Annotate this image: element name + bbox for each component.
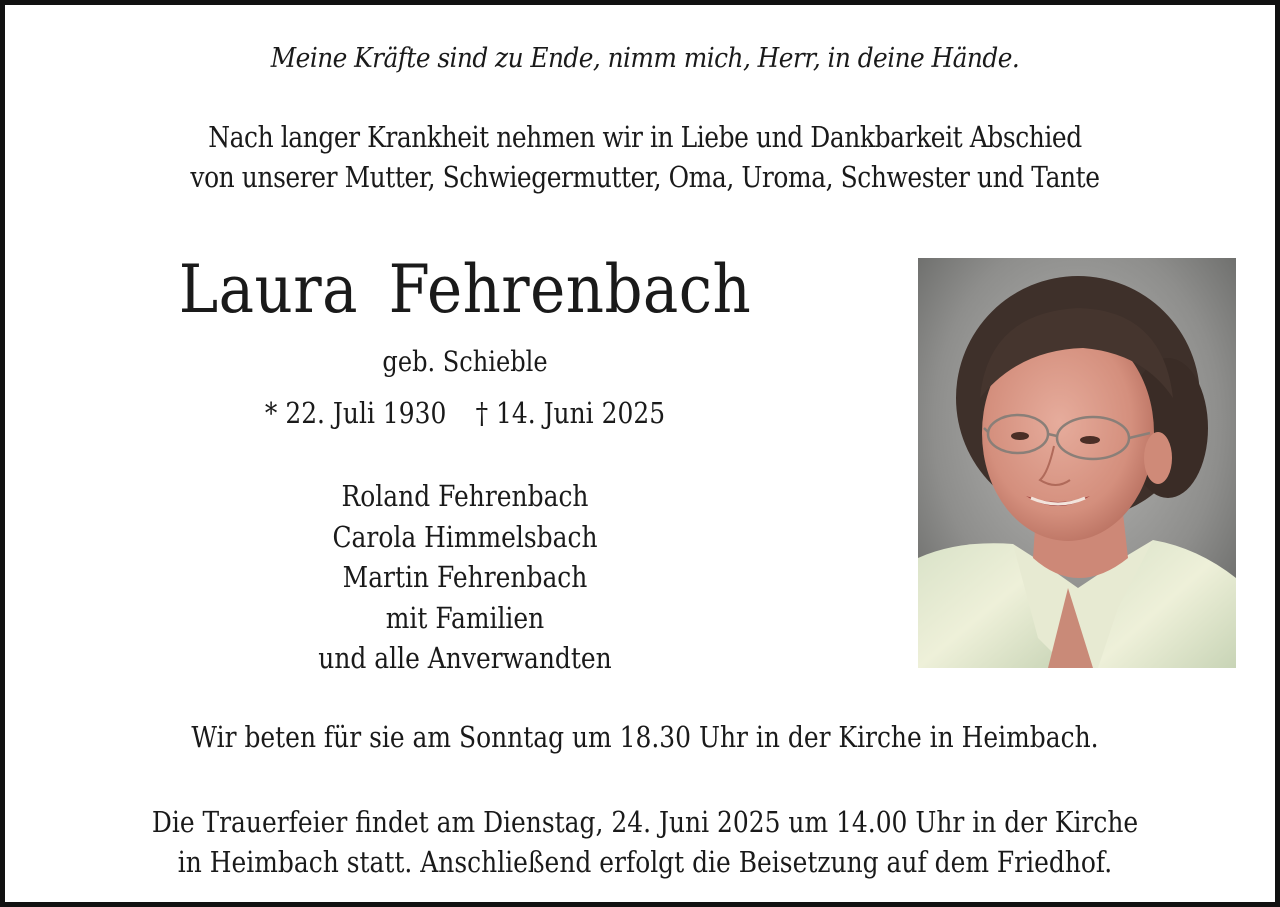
life-dates bbox=[155, 395, 774, 431]
birth-date: * 22. Juli 1930 bbox=[264, 396, 447, 430]
intro-line: Nach langer Krankheit nehmen wir in Liebe und Dankbarkeit Abschied bbox=[208, 120, 1082, 154]
death-date: † 14. Juni 2025 bbox=[475, 396, 666, 430]
deceased-first-name: Laura bbox=[178, 251, 358, 328]
deceased-last-name: Fehrenbach bbox=[388, 251, 752, 328]
mourner-line: Carola Himmelsbach bbox=[332, 519, 598, 554]
portrait-photo bbox=[918, 258, 1236, 668]
motto-verse: Meine Kräfte sind zu Ende, nimm mich, Herr, in deine Hände. bbox=[270, 43, 1020, 74]
deceased-details bbox=[105, 250, 825, 679]
intro-text bbox=[95, 117, 1196, 197]
funeral-line: Die Trauerfeier findet am Dienstag, 24. Juni 2025 um 14.00 Uhr in der Kirche bbox=[151, 805, 1139, 839]
mourner-line: Roland Fehrenbach bbox=[341, 479, 589, 513]
funeral-line: in Heimbach statt. Anschließend erfolgt die Beisetzung auf dem Friedhof. bbox=[177, 845, 1113, 879]
mourner-line: mit Familien bbox=[385, 600, 545, 635]
mourner-line: Martin Fehrenbach bbox=[342, 560, 588, 594]
deceased-name bbox=[141, 250, 789, 330]
intro-line: von unserer Mutter, Schwiegermutter, Oma, Uroma, Schwester und Tante bbox=[190, 160, 1100, 194]
funeral-announcement bbox=[95, 802, 1196, 882]
birth-name: geb. Schieble bbox=[382, 345, 548, 378]
mourner-line: und alle Anverwandten bbox=[318, 641, 612, 675]
prayer-announcement: Wir beten für sie am Sonntag um 18.30 Uhr in der Kirche in Heimbach. bbox=[191, 720, 1099, 754]
mourners-list bbox=[155, 476, 774, 679]
